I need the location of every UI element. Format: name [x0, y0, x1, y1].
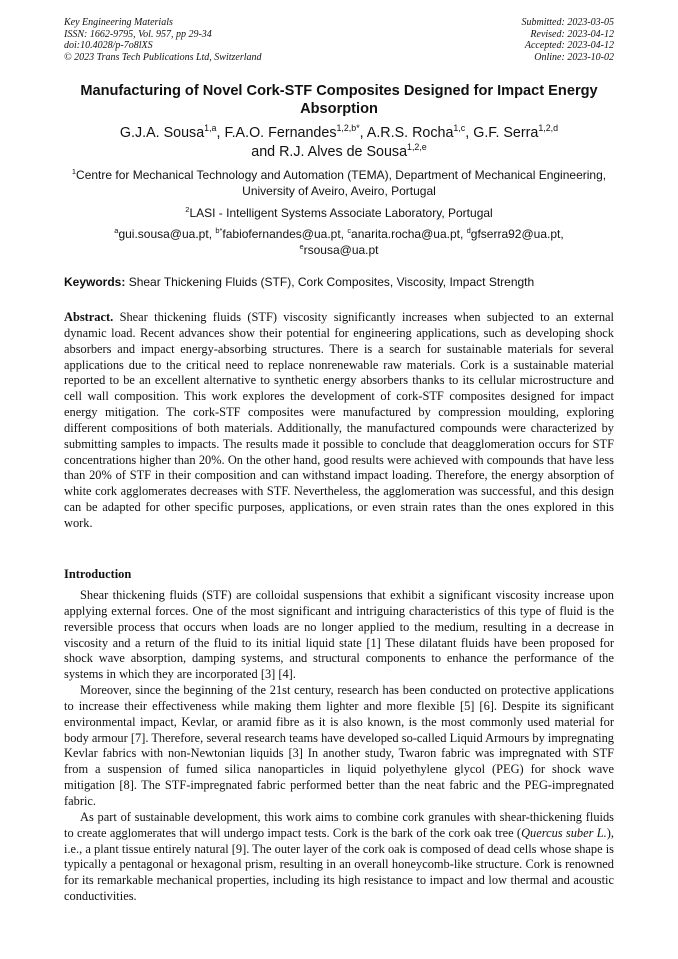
author-name: G.F. Serra: [473, 125, 539, 141]
affiliation-text: Centre for Mechanical Technology and Automation (TEMA), Department of Mechanical Engineering, University of Aveiro, Aveiro, Portugal: [76, 168, 607, 198]
submitted-date: Submitted: 2023-03-05: [521, 17, 614, 28]
email-address[interactable]: fabiofernandes@ua.pt: [222, 227, 341, 241]
affiliation-sup: 1: [71, 167, 77, 176]
introduction-body: [64, 588, 614, 905]
email-list: $^a$gui.sousa@ua.pt, $^{b*}$fabiofernandes@ua.pt, $^c$anarita.rocha@ua.pt, $^d$gfserra92@ua.pt, $^e$rsousa@ua.pt: [114, 226, 564, 257]
journal-copyright: © 2023 Trans Tech Publications Ltd, Switzerland: [64, 51, 262, 63]
author-name: A.R.S. Rocha: [366, 125, 454, 141]
affiliation-1: [64, 167, 614, 199]
author-name: G.J.A. Sousa: [119, 125, 205, 141]
online-date: Online: 2023-10-02: [534, 51, 614, 63]
journal-doi[interactable]: doi:10.4028/p-7o8lXS: [64, 40, 153, 51]
author-name: F.A.O. Fernandes: [224, 125, 337, 141]
email-address[interactable]: rsousa@ua.pt: [303, 243, 379, 257]
revised-date: Revised: 2023-04-12: [530, 28, 614, 40]
intro-paragraph-2: Moreover, since the beginning of the 21st century, research has been conducted on protective applications to increase their effectiveness while making them lighter and more flexible [5] [6]. Despite its significant environmental impact, Kevlar, or aramid fibre as it is also known, is the most commonly used material for body armour [7]. Therefore, several research teams have developed so-called Liquid Armours by impregnating Kevlar fabrics with non-Newtonian liquids [3] In another study, Twaron fabric was impregnated with STF from a suspension of fumed silica nanoparticles in liquid polyethylene glycol (PEG) for shock wave mitigation [8]. The STF-impregnated fabric performed better than the neat fabric and the PEG-impregnated fabric.: [64, 683, 614, 808]
species-name: Quercus suber L.: [521, 825, 607, 840]
intro-paragraph-1: Shear thickening fluids (STF) are colloidal suspensions that exhibit a significant viscosity increase upon applying external forces. One of the most significant and intriguing characteristics of this type of fluid is the reversible process that occurs when loads are no longer applied to the medium, resulting in a decrease in viscosity and a return of the fluid to its initial liquid state [1] These dilatant fluids have been proposed for shock wave absorption, damping systems, and structural components to enhance the performance of the systems in which they are incorporated [3] [4].: [64, 588, 614, 682]
submission-dates: [522, 17, 615, 63]
paper-title: Manufacturing of Novel Cork-STF Composites Designed for Impact Energy Absorption: [80, 83, 598, 117]
email-address[interactable]: gui.sousa@ua.pt: [118, 227, 209, 241]
email-sup: d: [466, 226, 471, 235]
affiliation-text: LASI - Intelligent Systems Associate Laboratory, Portugal: [189, 206, 493, 220]
abstract-label: Abstract.: [64, 310, 114, 324]
abstract-text: Shear thickening fluids (STF) viscosity significantly increases when subjected to an external dynamic load. Recent advances show their potential for engineering applications, such as developing shock absorbers and impact energy-absorbing structures. There is a search for sustainable materials for several applications due to the critical need to replace nonrenewable raw materials. Cork is a sustainable material reported to be an excellent alternative to synthetic energy absorbers thanks to its cellular microstructure and cell wall composition. This work explores the development of cork-STF composites designed for impact energy mitigation. The cork-STF composites were manufactured by compression moulding, exploring different compositions of both materials. Additionally, the manufactured compounds were characterized by submitting samples to impacts. The results made it possible to conclude that deagglomeration occurs for STF concentrations higher than 20%. On the other hand, good results were achieved with compounds that have less than 20% of STF in their composition and can withstand impact loading. Therefore, the energy absorption of white cork agglomerates decreases with STF. Nevertheless, the agglomeration was successful, and this design can be adapted for other specific purposes, applications, or even strain rates than the ones explored in this work.: [64, 310, 614, 530]
journal-issn: ISSN: 1662-9795, Vol. 957, pp 29-34: [64, 28, 212, 40]
journal-info: [64, 17, 262, 63]
keywords-label: Keywords:: [64, 275, 126, 289]
affiliation-sup: 2: [185, 205, 190, 214]
author-affil-sup: 1,2,b*: [336, 123, 360, 134]
affiliation-2: [64, 205, 614, 221]
journal-name: Key Engineering Materials: [64, 17, 173, 28]
email-address[interactable]: gfserra92@ua.pt: [470, 227, 561, 241]
intro-paragraph-3: [64, 810, 614, 905]
intro-p3-text-start: As part of sustainable development, this work aims to combine cork granules with shear-thickening fluids to create agglomerates that will undergo impact tests. Cork is the bark of the cork oak tree (: [64, 809, 614, 840]
keywords-text: Shear Thickening Fluids (STF), Cork Composites, Viscosity, Impact Strength: [128, 275, 535, 289]
abstract-paragraph: [64, 310, 614, 532]
accepted-date: Accepted: 2023-04-12: [524, 40, 614, 51]
email-sup: a: [114, 226, 119, 235]
author-list: G.J.A. Sousa$^{1,a}$, F.A.O. Fernandes$^{1,2,b*}$, A.R.S. Rocha$^{1,c}$, G.F. Serra$^{1,2,d}$ and R.J. Alves de Sousa$^{1,2,e}$: [119, 123, 559, 160]
email-sup: b*: [215, 226, 223, 235]
introduction-heading: Introduction: [64, 567, 132, 581]
author-affil-sup: 1,2,e: [407, 142, 427, 153]
email-sup: e: [299, 242, 304, 251]
author-affil-sup: 1,a: [204, 123, 217, 134]
author-affil-sup: 1,2,d: [538, 123, 559, 134]
keywords-line: [64, 275, 614, 290]
author-affil-sup: 1,c: [453, 123, 466, 134]
email-sup: c: [347, 226, 352, 235]
email-address[interactable]: anarita.rocha@ua.pt: [351, 227, 460, 241]
intro-p3-text-end: ), i.e., a plant tissue entirely natural [9]. The outer layer of the cork oak is composed of dead cells whose shape is typically a pentagonal or hexagonal prism, resulting in an overall honeycomb-like structure. Cork is renowned for its remarkable mechanical properties, including its high resistance to impact and low thermal and acoustic conductivities.: [64, 825, 614, 904]
author-name: R.J. Alves de Sousa: [279, 144, 408, 160]
